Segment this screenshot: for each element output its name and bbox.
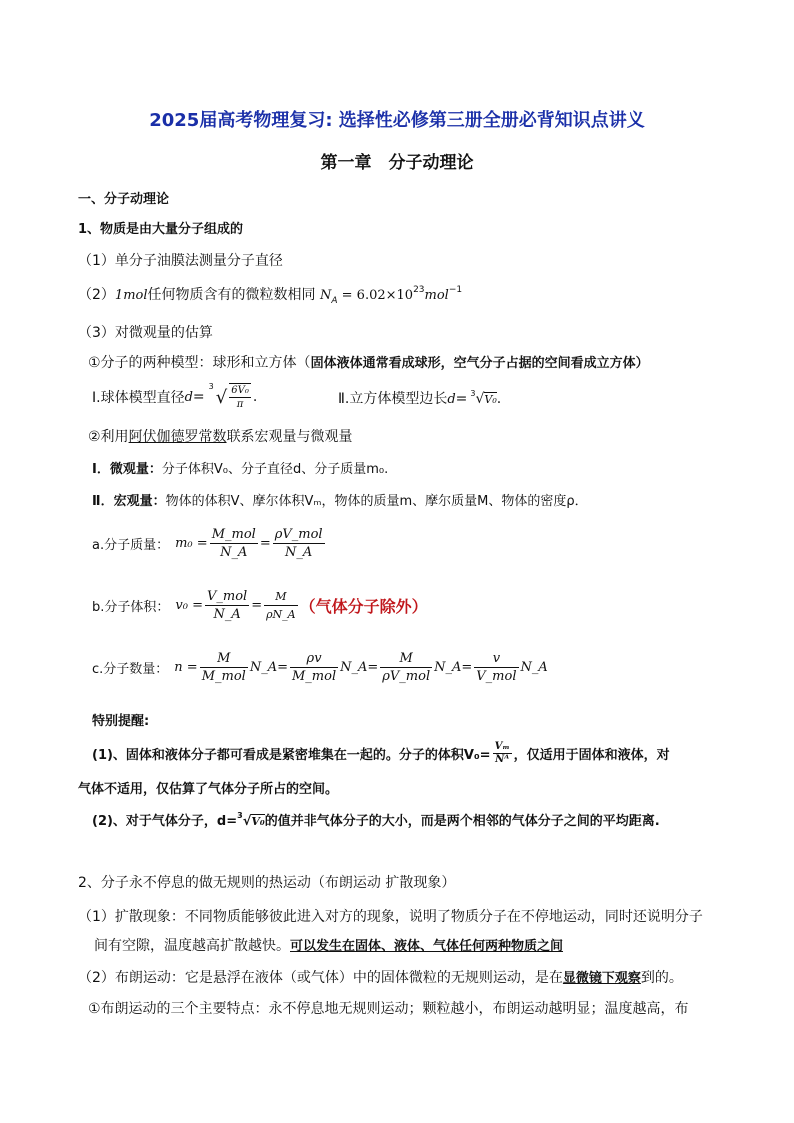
ball-model-formula: Ⅰ.球体模型直径 d = 3 √ $\frac{\text{6V₀}}{\pi}$ .: [92, 382, 258, 410]
tip-1: (1)、固体和液体分子都可看成是紧密堆集在一起的。分子的体积V₀= $\frac{\text{Vₘ}}{\text{Nᴬ}}$ ，仅适用于固体和液体，对: [92, 740, 670, 765]
molecule-mass-formula: a.分子质量： m₀ = $\frac{\text{M\_mol}}{N\_A}$ = $\frac{\text{ρV\_mol}}{N\_A}$: [92, 526, 323, 560]
paragraph: （1）单分子油膜法测量分子直径: [78, 253, 283, 269]
avogadro-line: （2）1mol任何物质含有的微粒数相同 $N_A = 6.02\times 10^{23}mol^{-1}$: [78, 285, 463, 306]
tip-2: (2)、对于气体分子，d=$^3$√V₀的值并非气体分子的大小，而是两个相邻的气体分子之间的平均距离.: [92, 811, 660, 829]
micro-quantities: Ⅰ．微观量：分子体积V₀、分子直径d、分子质量m₀.: [92, 462, 389, 477]
macro-quantities: Ⅱ．宏观量：物体的体积V、摩尔体积Vₘ，物体的质量m、摩尔质量M、物体的密度ρ．: [92, 494, 588, 509]
cube-model-formula: Ⅱ.立方体模型边长d= $^3$√V₀.: [338, 389, 502, 407]
section-heading: 一、分子动理论: [78, 192, 170, 207]
molecule-volume-formula: b.分子体积： v₀ = $\frac{\text{V\_mol}}{N\_A}$ = $\frac{M}{\rho N\_A}$ （气体分子除外）: [92, 588, 428, 622]
special-tip-label: 特别提醒:: [92, 714, 150, 729]
diffusion-line-1: （1）扩散现象：不同物质能够彼此进入对方的现象，说明了物质分子在不停地运动，同时还说明分子: [78, 909, 703, 925]
section-2-heading: 2、分子永不停息的做无规则的热运动（布朗运动 扩散现象）: [78, 875, 456, 891]
brownian-features: ①布朗运动的三个主要特点：永不停息地无规则运动；颗粒越小，布朗运动越明显；温度越高，布: [88, 1001, 689, 1017]
tip-1-continued: 气体不适用，仅估算了气体分子所占的空间。: [78, 782, 339, 797]
document-title: 2025届高考物理复习: 选择性必修第三册全册必背知识点讲义: [149, 110, 645, 131]
chapter-heading: 第一章 分子动理论: [320, 153, 474, 173]
diffusion-line-2: 间有空隙，温度越高扩散越快。可以发生在固体、液体、气体任何两种物质之间: [94, 938, 564, 954]
brownian-line: （2）布朗运动：它是悬浮在液体（或气体）中的固体微粒的无规则运动，是在显微镜下观察到的。: [78, 970, 683, 986]
subsection-heading: 1、物质是由大量分子组成的: [78, 222, 244, 237]
paragraph: （3）对微观量的估算: [78, 325, 213, 341]
molecule-count-formula: c.分子数量： n = $\frac{M}{\text{M\_mol}}$ N_A = $\frac{\rho v}{\text{M\_mol}}$ N_A = $\frac{M}{\text{ρV\_mol}}$ N_A = $\frac{v}{\text{V\_mol}}$ N_A: [92, 650, 548, 684]
avogadro-link-line: ②利用阿伏伽德罗常数联系宏观量与微观量: [88, 429, 353, 445]
model-line: ①分子的两种模型：球形和立方体（固体液体通常看成球形，空气分子占据的空间看成立方体）: [88, 355, 649, 371]
gas-exception-note: （气体分子除外）: [299, 596, 428, 616]
